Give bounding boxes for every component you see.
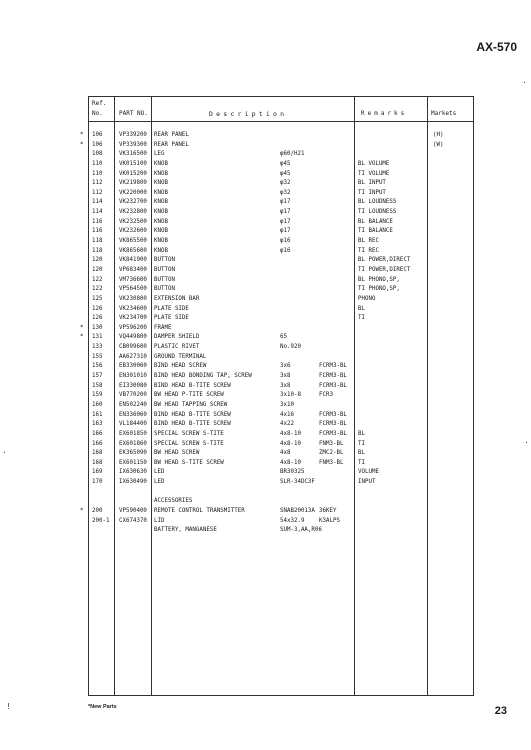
table-row <box>89 237 473 247</box>
spec-detail: FCRM3-BL <box>319 363 347 370</box>
part-no: VB770200 <box>119 392 147 399</box>
remarks: BL PHONO,SP, <box>358 276 400 283</box>
table-row <box>89 276 473 286</box>
description: KNOB <box>154 218 168 225</box>
spec: 54x32.9 <box>280 517 305 524</box>
header-part-no: PART NO. <box>119 110 148 117</box>
part-no: VP596200 <box>119 324 147 331</box>
ref-no: 120 <box>92 257 103 264</box>
part-no: VK230800 <box>119 295 147 302</box>
table-row <box>89 497 473 507</box>
ref-no: 169 <box>92 469 103 476</box>
parts-rows <box>80 131 473 536</box>
description: REAR PANEL <box>154 132 189 138</box>
spec: φ17 <box>280 218 291 225</box>
spec-detail: FNM3-BL <box>319 459 344 466</box>
part-no: EI330080 <box>119 382 147 389</box>
description: KNOB <box>154 209 168 216</box>
spec: φ17 <box>280 199 291 206</box>
spec: φ45 <box>280 170 291 177</box>
spec: φ17 <box>280 228 291 235</box>
part-no: VK232800 <box>119 209 147 216</box>
description: BW HEAD SCREW <box>154 450 200 457</box>
spec: φ32 <box>280 180 291 187</box>
table-row <box>89 362 473 372</box>
spec-detail: FCR3 <box>319 392 333 399</box>
part-no: VM736600 <box>119 276 147 283</box>
description: LED <box>154 479 165 486</box>
description: KNOB <box>154 160 168 167</box>
new-part-marker: * <box>80 141 84 148</box>
spec: φ60/H21 <box>280 151 305 158</box>
spec: No.920 <box>280 344 301 351</box>
part-no: EN502240 <box>119 401 147 408</box>
ref-no: 118 <box>92 238 103 245</box>
model-number: AX-570 <box>476 40 517 54</box>
ref-no: 114 <box>92 199 103 206</box>
table-row <box>89 198 473 208</box>
ref-no: 116 <box>92 218 103 225</box>
part-no: CX674370 <box>119 517 147 524</box>
table-row <box>89 305 473 315</box>
ref-no: 130 <box>92 324 103 331</box>
ref-no: 133 <box>92 344 103 351</box>
part-no: VK220000 <box>119 189 147 196</box>
ref-no: 200 <box>92 507 103 514</box>
spec: 4x8-10 <box>280 440 301 447</box>
table-row <box>89 401 473 411</box>
spec: φ17 <box>280 209 291 216</box>
spec: 3x6 <box>280 363 291 370</box>
part-no: VQ449800 <box>119 334 147 341</box>
spec: SLR-34DC3F <box>280 479 315 486</box>
part-no: VK865600 <box>119 247 147 254</box>
table-row <box>89 420 473 430</box>
description: KNOB <box>154 189 168 196</box>
description: PLATE SIDE <box>154 305 189 312</box>
part-no: EX601860 <box>119 440 147 447</box>
ref-no: 108 <box>92 151 103 158</box>
part-no: VP683400 <box>119 266 147 273</box>
ref-no: 159 <box>92 392 103 399</box>
description: BIND HEAD B-TITE SCREW <box>154 382 231 389</box>
remarks: TI <box>358 459 365 466</box>
remarks: BL <box>358 430 365 437</box>
spec-detail: ZMC2-BL <box>319 450 344 457</box>
table-row <box>89 160 473 170</box>
ref-no: 163 <box>92 421 103 428</box>
description: LEG <box>154 151 165 158</box>
remarks: BL BALANCE <box>358 218 393 225</box>
description: KNOB <box>154 238 168 245</box>
part-no: VL184400 <box>119 421 147 428</box>
spec: 4x8 <box>280 450 291 457</box>
ref-no: 106 <box>92 132 103 138</box>
spec-detail: FNM3-BL <box>319 440 344 447</box>
ref-no: 156 <box>92 363 103 370</box>
part-no: VK219800 <box>119 180 147 187</box>
spec: φ16 <box>280 238 291 245</box>
part-no: EN301010 <box>119 373 147 380</box>
description: BW HEAD P-TITE SCREW <box>154 392 224 399</box>
description: BW HEAD TAPPING SCREW <box>154 401 228 408</box>
table-row <box>89 372 473 382</box>
ref-no: 155 <box>92 353 103 360</box>
table-row <box>89 526 473 536</box>
table-row <box>89 440 473 450</box>
table-row <box>80 131 473 141</box>
spec-detail: FCRM3-BL <box>319 430 347 437</box>
description: REMOTE CONTROL TRANSMITTER <box>154 507 245 514</box>
spec-detail: FCRM3-BL <box>319 421 347 428</box>
remarks: BL LOUDNESS <box>358 199 397 206</box>
ref-no: 166 <box>92 440 103 447</box>
ref-no: 112 <box>92 189 103 196</box>
remarks: BL <box>358 450 365 457</box>
table-row <box>80 141 473 151</box>
remarks: TI PHONO,SP, <box>358 286 400 293</box>
part-no: VK865500 <box>119 238 147 245</box>
part-no: VP339300 <box>119 141 147 148</box>
description: BIND HEAD B-TITE SCREW <box>154 421 231 428</box>
ref-no: 106 <box>92 141 103 148</box>
part-no: VP339200 <box>119 132 147 138</box>
parts-table <box>80 96 474 696</box>
new-part-marker: * <box>80 507 84 514</box>
ref-no: 110 <box>92 160 103 167</box>
spec: 3x8 <box>280 382 291 389</box>
part-no: IX630630 <box>119 469 147 476</box>
table-row <box>89 150 473 160</box>
scan-mark: ! <box>6 702 11 711</box>
ref-no: 168 <box>92 459 103 466</box>
description: BATTERY, MANGANESE <box>154 527 217 534</box>
remarks: TI BALANCE <box>358 228 393 235</box>
table-row <box>89 478 473 488</box>
table-row <box>89 285 473 295</box>
part-no: VP590400 <box>119 507 147 514</box>
remarks: VOLUME <box>358 469 379 476</box>
part-no: EK365090 <box>119 450 147 457</box>
spec-detail: K3ALPS <box>319 517 340 524</box>
table-row <box>89 411 473 421</box>
table-row <box>80 333 473 343</box>
spec: BR30325 <box>280 469 305 476</box>
table-row <box>89 343 473 353</box>
part-no: VK232500 <box>119 218 147 225</box>
table-row <box>89 256 473 266</box>
description: SPECIAL SCREW S-TITE <box>154 440 224 447</box>
part-no: VK316500 <box>119 151 147 158</box>
table-row <box>89 391 473 401</box>
description: KNOB <box>154 180 168 187</box>
spec: 4x8-10 <box>280 459 301 466</box>
page-number: 23 <box>494 705 507 717</box>
description: LED <box>154 469 165 476</box>
description: KNOB <box>154 228 168 235</box>
table-row <box>89 314 473 324</box>
table-row <box>89 517 473 527</box>
ref-no: 122 <box>92 286 103 293</box>
spec-detail: FCRM3-BL <box>319 411 347 418</box>
spec: φ16 <box>280 247 291 254</box>
part-no: EX601150 <box>119 459 147 466</box>
description: BIND HEAD SCREW <box>154 363 207 370</box>
part-no: VK015100 <box>119 160 147 167</box>
ref-no: 158 <box>92 382 103 389</box>
spec: φ45 <box>280 160 291 167</box>
description: BIND HEAD BONDING TAP, SCREW <box>154 373 252 380</box>
description: BUTTON <box>154 266 175 273</box>
scan-mark: · <box>2 448 7 457</box>
description: KNOB <box>154 247 168 254</box>
ref-no: 161 <box>92 411 103 418</box>
part-no: VK232600 <box>119 228 147 235</box>
remarks: TI POWER,DIRECT <box>358 266 411 273</box>
remarks: TI <box>358 315 365 322</box>
ref-no: 170 <box>92 479 103 486</box>
header-description: Description <box>209 110 288 118</box>
ref-no: 112 <box>92 180 103 187</box>
part-no: CB099600 <box>119 344 147 351</box>
table-row <box>89 382 473 392</box>
ref-no: 126 <box>92 305 103 312</box>
description: BUTTON <box>154 276 175 283</box>
part-no: IX630490 <box>119 479 147 486</box>
description: LID <box>154 517 165 524</box>
description: ACCESSORIES <box>154 498 193 505</box>
part-no: VK234600 <box>119 305 147 312</box>
remarks: BL INPUT <box>358 180 386 187</box>
description: DAMPER SHIELD <box>154 334 200 341</box>
description: PLATE SIDE <box>154 315 189 322</box>
table-row <box>89 266 473 276</box>
table-row <box>89 208 473 218</box>
spec-detail: FCRM3-BL <box>319 382 347 389</box>
remarks: TI <box>358 440 365 447</box>
spec: 3x10-8 <box>280 392 301 399</box>
scan-mark: · <box>524 438 529 447</box>
table-row <box>89 353 473 363</box>
table-row <box>89 179 473 189</box>
description: KNOB <box>154 170 168 177</box>
scan-mark: · <box>522 78 527 87</box>
description: BUTTON <box>154 286 175 293</box>
table-row <box>89 430 473 440</box>
table-row <box>89 170 473 180</box>
header-remarks: Remarks <box>361 110 408 117</box>
description: BUTTON <box>154 257 175 264</box>
description: FRAME <box>154 324 172 331</box>
header-markets: Markets <box>431 110 457 117</box>
table-row <box>89 468 473 478</box>
markets: (H) <box>433 132 444 138</box>
markets: (W) <box>433 141 444 148</box>
spec: SUM-3,AA,R06 <box>280 527 322 534</box>
new-part-marker: * <box>80 334 84 341</box>
spec-detail: FCRM3-BL <box>319 373 347 380</box>
remarks: BL VOLUME <box>358 160 390 167</box>
ref-no: 157 <box>92 373 103 380</box>
ref-no: 114 <box>92 209 103 216</box>
header-ref-no: Ref. No. <box>92 100 107 117</box>
part-no: VK234700 <box>119 315 147 322</box>
part-no: VK232700 <box>119 199 147 206</box>
remarks: BL REC <box>358 238 379 245</box>
ref-no: 168 <box>92 450 103 457</box>
remarks: TI REC <box>358 247 379 254</box>
ref-no: 166 <box>92 430 103 437</box>
ref-no: 116 <box>92 228 103 235</box>
remarks: BL <box>358 305 365 312</box>
description: KNOB <box>154 199 168 206</box>
spec: 65 <box>280 334 287 341</box>
table-row <box>89 227 473 237</box>
spec-detail: 36KEY <box>319 507 337 514</box>
remarks: TI INPUT <box>358 189 386 196</box>
table-row <box>80 507 473 517</box>
table-row <box>89 295 473 305</box>
part-no: AA627310 <box>119 353 147 360</box>
spec: 3x10 <box>280 401 294 408</box>
description: REAR PANEL <box>154 141 189 148</box>
description: BIND HEAD B-TITE SCREW <box>154 411 231 418</box>
part-no: VK841900 <box>119 257 147 264</box>
spec: φ32 <box>280 189 291 196</box>
part-no: EN336060 <box>119 411 147 418</box>
description: PLASTIC RIVET <box>154 344 200 351</box>
part-no: VP564500 <box>119 286 147 293</box>
table-row <box>89 449 473 459</box>
ref-no: 200-1 <box>92 517 110 524</box>
description: EXTENSION BAR <box>154 295 200 302</box>
part-no: EX601850 <box>119 430 147 437</box>
new-part-marker: * <box>80 132 84 138</box>
remarks: BL POWER,DIRECT <box>358 257 411 264</box>
new-parts-note: *New Parts <box>88 704 117 710</box>
spec: SNAB20013A <box>280 507 315 514</box>
ref-no: 120 <box>92 266 103 273</box>
spec: 4x16 <box>280 411 294 418</box>
table-row <box>89 189 473 199</box>
ref-no: 131 <box>92 334 103 341</box>
table-row <box>89 459 473 469</box>
remarks: INPUT <box>358 479 376 486</box>
ref-no: 125 <box>92 295 103 302</box>
new-part-marker: * <box>80 324 84 331</box>
ref-no: 126 <box>92 315 103 322</box>
ref-no: 160 <box>92 401 103 408</box>
table-row <box>89 218 473 228</box>
part-no: EB330060 <box>119 363 147 370</box>
table-row <box>89 247 473 257</box>
remarks: PHONO <box>358 295 376 302</box>
spec: 4x8-10 <box>280 430 301 437</box>
description: BW HEAD S-TITE SCREW <box>154 459 224 466</box>
description: GROUND TERMINAL <box>154 353 207 360</box>
spec: 3x8 <box>280 373 291 380</box>
ref-no: 122 <box>92 276 103 283</box>
ref-no: 110 <box>92 170 103 177</box>
remarks: TI VOLUME <box>358 170 390 177</box>
ref-no: 118 <box>92 247 103 254</box>
table-row <box>80 324 473 334</box>
table-row <box>89 488 473 498</box>
spec: 4x22 <box>280 421 294 428</box>
remarks: TI LOUDNESS <box>358 209 397 216</box>
description: SPECIAL SCREW S-TITE <box>154 430 224 437</box>
part-no: VK015200 <box>119 170 147 177</box>
